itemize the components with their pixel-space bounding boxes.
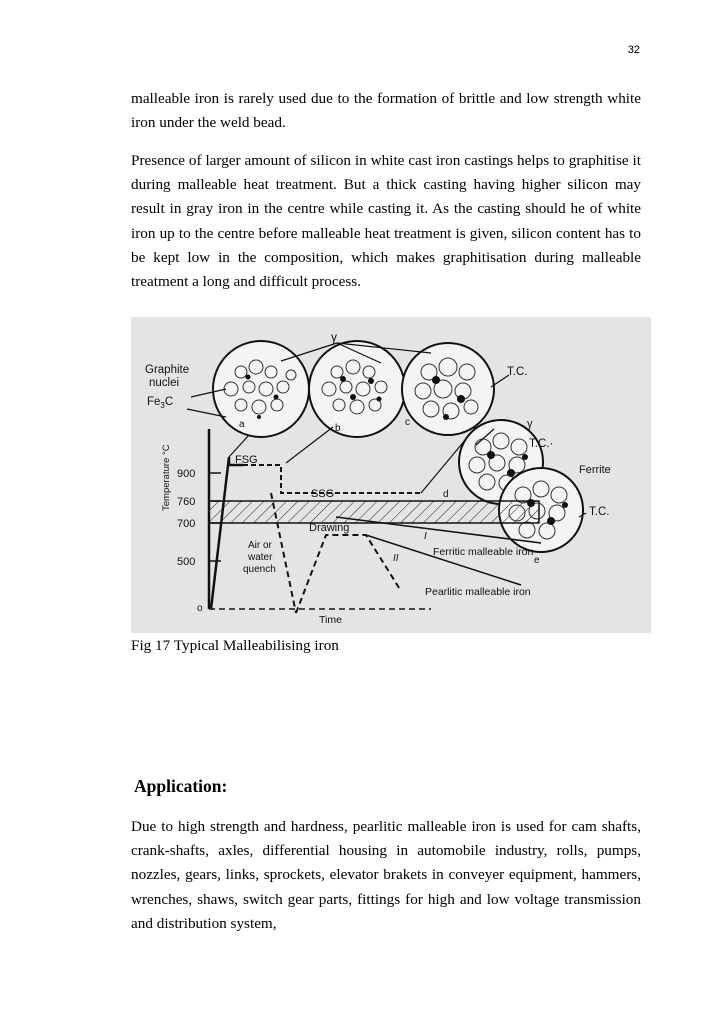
label-roman-2: II bbox=[393, 553, 399, 564]
label-c: c bbox=[405, 417, 410, 428]
malleabilising-figure bbox=[131, 317, 651, 633]
paragraph-application: Due to high strength and hardness, pearlitic malleable iron is used for cam shafts, crank-shafts, axles, differential housing in automobile industry, rolls, pumps, nozzles, gears, links, sprockets, elevator brakets in conveyer equipment, hammers, wrenches, shaws, switch gear parts, fittings for high and low voltage transmission and distribution system, bbox=[131, 818, 641, 932]
label-fsg: FSG bbox=[235, 454, 258, 466]
label-pearlitic: Pearlitic malleable iron bbox=[425, 586, 531, 598]
hatched-band bbox=[209, 501, 539, 523]
label-roman-1: I bbox=[424, 531, 427, 542]
label-tc-2: T.C.· bbox=[529, 438, 554, 450]
label-temperature: Temperature °C bbox=[161, 444, 172, 511]
label-drawing: Drawing bbox=[309, 522, 350, 534]
label-a: a bbox=[239, 419, 245, 430]
micrograph-c bbox=[402, 343, 494, 435]
paragraph-weld-note: malleable iron is rarely used due to the formation of brittle and low strength white iron under the weld bead. bbox=[131, 90, 641, 132]
label-e: e bbox=[534, 555, 540, 566]
label-tc-1: T.C. bbox=[507, 366, 528, 378]
label-gamma-top: γ bbox=[331, 330, 337, 344]
tick-760: 760 bbox=[177, 496, 196, 508]
page-number: 32 bbox=[627, 44, 640, 56]
micrograph-b bbox=[309, 341, 405, 437]
label-gamma-right: γ bbox=[527, 418, 533, 430]
label-nuclei: nuclei bbox=[149, 377, 180, 389]
malleabilising-diagram bbox=[131, 317, 651, 633]
label-time: Time bbox=[319, 614, 342, 626]
label-ferritic: Ferritic malleable iron bbox=[433, 546, 534, 558]
paragraph-silicon: Presence of larger amount of silicon in white cast iron castings helps to graphitise it during malleable heat treatment. But a thick casting having higher silicon may result in gray iron in the centre while casting it. As the casting should he of white iron up to the centre before malleable heat treatment is given, silicon content has to be kept low in the composition, which makes graphitisation during malleable treatment a long and difficult process. bbox=[131, 152, 641, 291]
tick-500: 500 bbox=[177, 556, 196, 568]
tick-700: 700 bbox=[177, 518, 196, 530]
tick-0: o bbox=[197, 603, 203, 614]
micrograph-a bbox=[213, 341, 309, 437]
label-ssg: SSG bbox=[311, 488, 335, 500]
section-heading-application: Application: bbox=[134, 776, 228, 796]
label-graphite: Graphite bbox=[145, 364, 190, 376]
label-b: b bbox=[335, 423, 341, 434]
label-quench: quench bbox=[243, 564, 276, 575]
label-fe3c: $Fe_3C$ bbox=[147, 396, 174, 410]
tick-900: 900 bbox=[177, 468, 196, 480]
label-tc-3: T.C. bbox=[589, 506, 610, 518]
label-d: d bbox=[443, 489, 449, 500]
figure-caption: Fig 17 Typical Malleabilising iron bbox=[131, 637, 339, 654]
label-ferrite: Ferrite bbox=[579, 464, 611, 476]
label-air: Air or bbox=[248, 540, 272, 551]
heating-curve bbox=[211, 457, 243, 609]
label-water: water bbox=[248, 552, 273, 563]
